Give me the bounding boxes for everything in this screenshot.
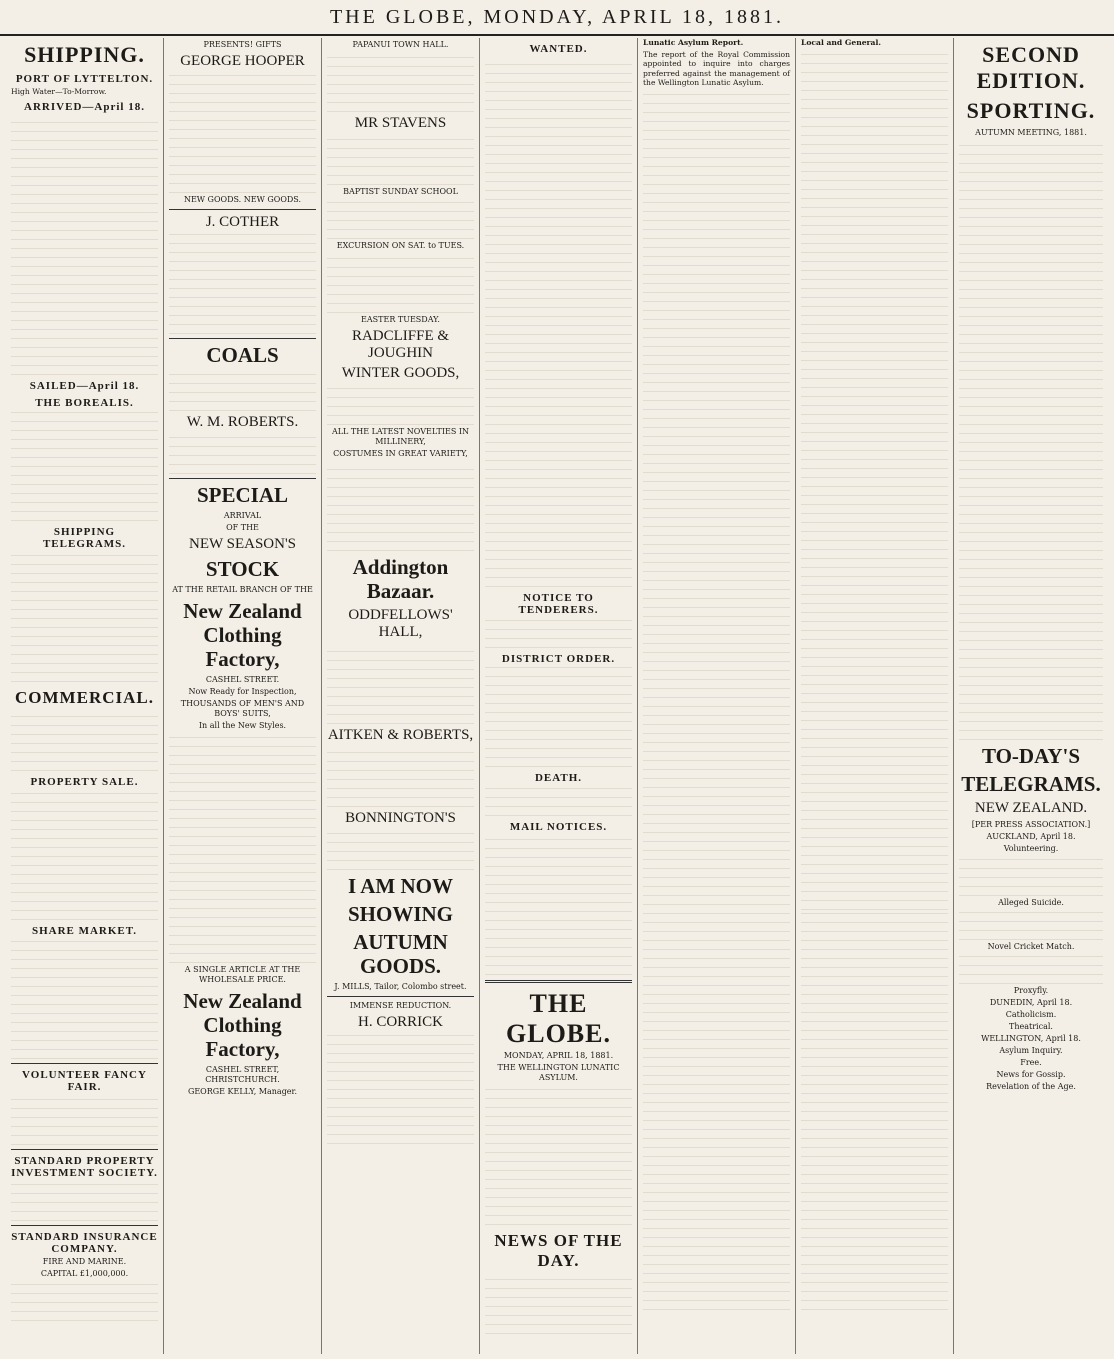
investment-heading: STANDARD PROPERTY INVESTMENT SOCIETY. — [11, 1155, 158, 1180]
insurance-heading: STANDARD INSURANCE COMPANY. — [11, 1231, 158, 1256]
bazaar-heading: Addington Bazaar. — [352, 555, 449, 603]
property-sale-heading: PROPERTY SALE. — [30, 776, 139, 789]
dunedin-dateline: DUNEDIN, April 18. — [989, 998, 1073, 1007]
autumn-goods-heading: AUTUMN GOODS. — [353, 930, 448, 978]
cricket-text-block — [959, 954, 1103, 984]
bazaar-text-block — [327, 644, 474, 724]
volunteer-text-block — [11, 1095, 158, 1145]
stock-heading: STOCK — [205, 557, 280, 581]
death-heading: DEATH. — [534, 772, 583, 784]
corrick-heading: H. CORRICK — [357, 1014, 443, 1030]
proxyfly-heading: Proxyfly. — [1013, 986, 1049, 995]
shipping-telegrams-heading: SHIPPING TELEGRAMS. — [42, 526, 127, 551]
column-shipping — [6, 38, 164, 1354]
todays-heading: TO-DAY'S — [981, 744, 1081, 768]
town-hall-heading: PAPANUI TOWN HALL. — [352, 40, 449, 49]
baptist-text-block — [327, 199, 474, 239]
winter-goods-heading: WINTER GOODS, — [341, 365, 460, 381]
news-text-block — [485, 1274, 632, 1334]
property-text-block — [11, 790, 158, 920]
new-goods-heading: NEW GOODS. NEW GOODS. — [183, 195, 302, 204]
asylum-text-block — [485, 1085, 632, 1225]
suits-text: THOUSANDS OF MEN'S AND BOYS' SUITS, — [180, 699, 305, 718]
column-wanted — [480, 38, 638, 1354]
aitken-text-block — [327, 747, 474, 807]
cother-heading: J. COTHER — [205, 214, 280, 230]
column-second-edition — [954, 38, 1108, 1354]
divider — [327, 996, 474, 997]
local-text-block — [801, 50, 948, 910]
radcliffe-heading: RADCLIFFE & JOUGHIN — [351, 328, 450, 361]
insurance-text-block — [11, 1281, 158, 1321]
telegrams-heading: TELEGRAMS. — [961, 772, 1101, 796]
insurance-capital: CAPITAL £1,000,000. — [40, 1269, 129, 1279]
asylum-heading: THE WELLINGTON LUNATIC ASYLUM. — [497, 1063, 620, 1082]
reduction-heading: IMMENSE REDUCTION. — [349, 1001, 452, 1010]
cashel-street-text: CASHEL STREET. — [205, 675, 280, 684]
column-editorial — [638, 38, 796, 1354]
theatrical-heading: Theatrical. — [1009, 1022, 1053, 1031]
divider — [169, 209, 316, 210]
page-columns — [6, 38, 1108, 1354]
clothing-factory-heading: New Zealand Clothing Factory, — [183, 599, 302, 671]
second-edition-heading: SECOND EDITION. — [976, 42, 1086, 93]
special-heading: SPECIAL — [196, 483, 289, 507]
telegrams-text-block — [11, 552, 158, 682]
arrival-heading: ARRIVAL — [223, 511, 262, 520]
press-association: [PER PRESS ASSOCIATION.] — [971, 820, 1091, 829]
column-local — [796, 38, 954, 1354]
new-zealand-heading: NEW ZEALAND. — [974, 800, 1088, 816]
asylum-inquiry-heading: Asylum Inquiry. — [999, 1046, 1063, 1055]
sailed-heading: SAILED—April 18. — [29, 380, 140, 393]
borealis-heading: THE BOREALIS. — [35, 397, 134, 410]
clothing-factory-heading-2: New Zealand Clothing Factory, — [183, 989, 302, 1061]
new-seasons-heading: NEW SEASON'S — [188, 536, 297, 552]
retail-branch-text: AT THE RETAIL BRANCH OF THE — [172, 585, 313, 594]
free-heading: Free. — [1020, 1058, 1042, 1067]
insurance-subheading: FIRE AND MARINE. — [42, 1257, 127, 1267]
novelties-text: ALL THE LATEST NOVELTIES IN MILLINERY, — [331, 427, 470, 446]
gossip-heading: News for Gossip. — [996, 1070, 1066, 1079]
share-market-heading: SHARE MARKET. — [31, 925, 138, 938]
editorial-title: Lunatic Asylum Report. — [643, 38, 744, 47]
stevens-heading: MR STAVENS — [354, 115, 447, 131]
column-advertisements-1 — [164, 38, 322, 1354]
sporting-text-block — [959, 140, 1103, 740]
styles-text: In all the New Styles. — [198, 721, 287, 730]
globe-date: MONDAY, APRIL 18, 1881. — [503, 1051, 614, 1060]
editorial-caption: The report of the Royal Commission appointed to inquire into charges preferred against the management of the Wellington Lunatic Asylum. — [643, 50, 790, 87]
commercial-heading: COMMERCIAL. — [15, 688, 154, 708]
commercial-text-block — [11, 711, 158, 771]
mail-text-block — [485, 835, 632, 975]
newspaper-title: THE GLOBE, MONDAY, APRIL 18, 1881. — [329, 6, 785, 28]
auckland-dateline: AUCKLAND, April 18. — [986, 832, 1076, 841]
factory-text-block — [169, 733, 316, 963]
excursion-heading: EXCURSION ON SAT. to TUES. — [336, 241, 465, 250]
hall-text-block — [327, 52, 474, 112]
investment-text-block — [11, 1181, 158, 1221]
arrived-heading: ARRIVED—April 18. — [24, 101, 145, 114]
district-order-heading: DISTRICT ORDER. — [501, 653, 616, 665]
tenderers-heading: NOTICE TO TENDERERS. — [518, 592, 599, 616]
share-text-block — [11, 939, 158, 1059]
bonnington-text-block — [327, 830, 474, 870]
coals-text-block — [169, 371, 316, 411]
local-text-block-2 — [801, 910, 948, 1310]
local-title: Local and General. — [801, 38, 881, 47]
hooper-heading: GEORGE HOOPER — [180, 53, 305, 69]
divider — [11, 1063, 158, 1064]
editorial-text-block — [643, 90, 790, 950]
easter-heading: EASTER TUESDAY. — [361, 315, 440, 324]
borealis-text-block — [11, 411, 158, 521]
volunteering-heading: Volunteering. — [1003, 844, 1059, 853]
arrivals-text-block — [11, 115, 158, 375]
editorial-text-block-2 — [643, 950, 790, 1310]
corrick-text-block — [327, 1034, 474, 1144]
cricket-heading: Novel Cricket Match. — [987, 942, 1075, 951]
baptist-heading: BAPTIST SUNDAY SCHOOL — [343, 187, 458, 196]
wholesale-text: A SINGLE ARTICLE AT THE WHOLESALE PRICE. — [184, 965, 301, 984]
millinery-text-block — [327, 461, 474, 551]
wellington-dateline: WELLINGTON, April 18. — [981, 1034, 1081, 1043]
manager-text: GEORGE KELLY, Manager. — [187, 1087, 298, 1096]
autumn-meeting-heading: AUTUMN MEETING, 1881. — [975, 128, 1087, 137]
oddfellows-heading: ODDFELLOWS' HALL, — [348, 607, 453, 640]
news-heading: NEWS OF THE DAY. — [494, 1231, 623, 1270]
catholicism-heading: Catholicism. — [1005, 1010, 1057, 1019]
volunteering-text-block — [959, 856, 1103, 896]
christchurch-text: CASHEL STREET, CHRISTCHURCH. — [205, 1065, 280, 1084]
coals-heading: COALS — [206, 343, 279, 367]
mail-heading: MAIL NOTICES. — [509, 821, 608, 833]
roberts-text-block — [169, 434, 316, 474]
high-water: High Water—To-Morrow. — [11, 87, 107, 96]
district-text-block — [485, 667, 632, 767]
column-advertisements-2 — [322, 38, 480, 1354]
divider — [11, 1149, 158, 1150]
globe-title: THE GLOBE. — [506, 989, 611, 1048]
tenderers-text-block — [485, 618, 632, 648]
revelation-heading: Revelation of the Age. — [986, 1082, 1076, 1091]
cother-text-block — [169, 234, 316, 334]
divider — [169, 478, 316, 479]
inspection-text: Now Ready for Inspection, — [188, 687, 297, 696]
suicide-text-block — [959, 910, 1103, 940]
divider — [169, 338, 316, 339]
wanted-heading: WANTED. — [529, 43, 588, 55]
stevens-text-block — [327, 135, 474, 185]
costumes-text: COSTUMES IN GREAT VARIETY, — [333, 449, 468, 458]
divider — [485, 980, 632, 983]
wanted-text-block — [485, 57, 632, 587]
winter-text-block — [327, 385, 474, 425]
excursion-text-block — [327, 253, 474, 313]
hooper-text-block — [169, 73, 316, 193]
port-heading: PORT OF LYTTELTON. — [15, 73, 154, 85]
divider — [11, 1225, 158, 1226]
bonnington-heading: BONNINGTON'S — [345, 810, 456, 826]
sporting-heading: SPORTING. — [966, 98, 1096, 123]
death-text-block — [485, 786, 632, 816]
masthead — [0, 0, 1114, 36]
shipping-heading: SHIPPING. — [24, 42, 145, 67]
volunteer-fair-heading: VOLUNTEER FANCY FAIR. — [22, 1069, 147, 1094]
i-am-now-heading: I AM NOW — [348, 874, 453, 898]
presents-heading: PRESENTS! GIFTS — [203, 40, 282, 49]
suicide-heading: Alleged Suicide. — [998, 898, 1064, 907]
of-the-text: OF THE — [226, 523, 259, 532]
aitken-heading: AITKEN & ROBERTS, — [327, 727, 474, 743]
roberts-heading: W. M. ROBERTS. — [186, 414, 299, 430]
mills-text: J. MILLS, Tailor, Colombo street. — [334, 982, 467, 991]
showing-heading: SHOWING — [347, 902, 454, 926]
